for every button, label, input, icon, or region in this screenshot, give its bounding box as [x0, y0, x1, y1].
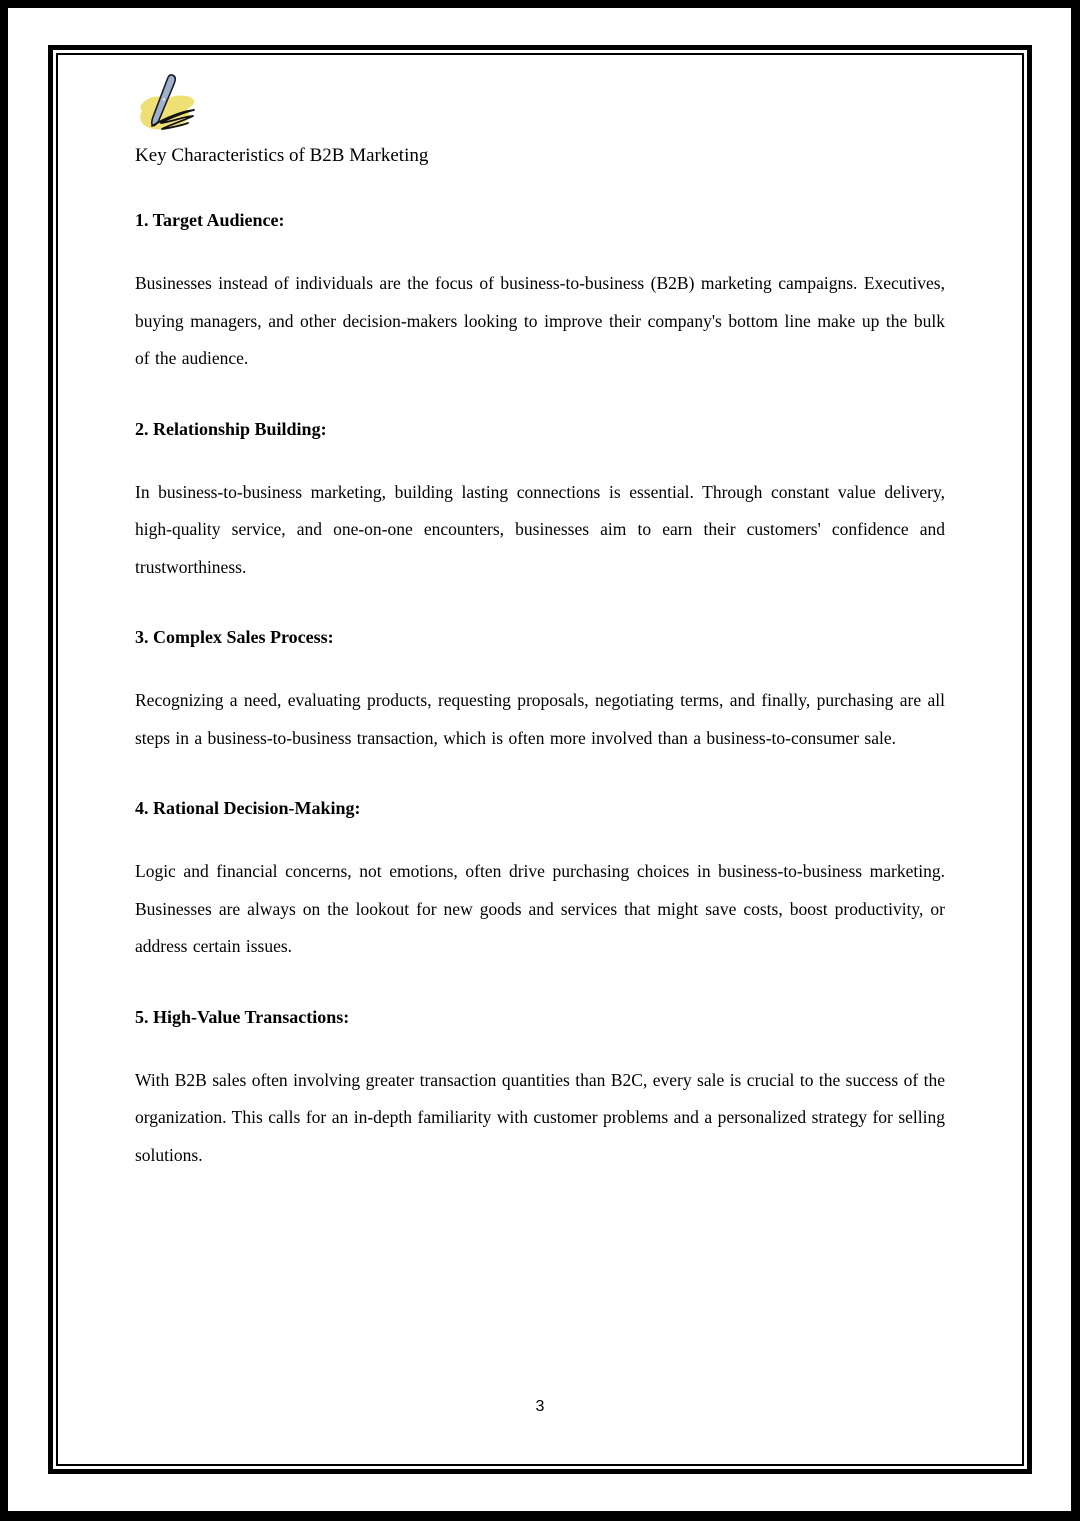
section-heading: 3. Complex Sales Process:: [135, 627, 334, 647]
section-paragraph: Recognizing a need, evaluating products, requesting proposals, negotiating terms, and finally, purchasing are all steps in a business-to-business transaction, which is often more involved than a business-to-consumer sale.: [135, 690, 945, 748]
section-4: [135, 796, 945, 966]
section-paragraph: Logic and financial concerns, not emotions, often drive purchasing choices in business-to-business marketing. Businesses are always on the lookout for new goods and services that might save costs, boost productivity, or address certain issues.: [135, 861, 945, 956]
section-5: [135, 1005, 945, 1175]
section-2: [135, 417, 945, 587]
page-content: [58, 55, 1022, 1174]
page-border-outer: [48, 45, 1032, 1474]
section-heading: 1. Target Audience:: [135, 210, 285, 230]
page-border-inner: [56, 53, 1024, 1466]
section-paragraph: Businesses instead of individuals are the focus of business-to-business (B2B) marketing campaigns. Executives, buying managers, and other decision-makers looking to improve their company's bottom line make up the bulk of the audience.: [135, 273, 945, 368]
section-heading: 5. High-Value Transactions:: [135, 1006, 350, 1027]
section-1: [135, 208, 945, 378]
page-number: 3: [535, 1398, 545, 1415]
section-3: [135, 625, 945, 757]
section-paragraph: In business-to-business marketing, building lasting connections is essential. Through constant value delivery, high-quality service, and one-on-one encounters, businesses aim to earn their customers' confidence and trustworthiness.: [135, 481, 945, 577]
section-paragraph: With B2B sales often involving greater transaction quantities than B2C, every sale is crucial to the success of the organization. This calls for an in-depth familiarity with customer problems and a personalized strategy for selling solutions.: [135, 1069, 945, 1165]
section-heading: 4. Rational Decision-Making:: [135, 798, 361, 818]
pen-scribble-icon: [131, 71, 203, 137]
page-title: Key Characteristics of B2B Marketing: [135, 145, 429, 166]
section-heading: 2. Relationship Building:: [135, 418, 327, 439]
document-page: [8, 8, 1071, 1511]
